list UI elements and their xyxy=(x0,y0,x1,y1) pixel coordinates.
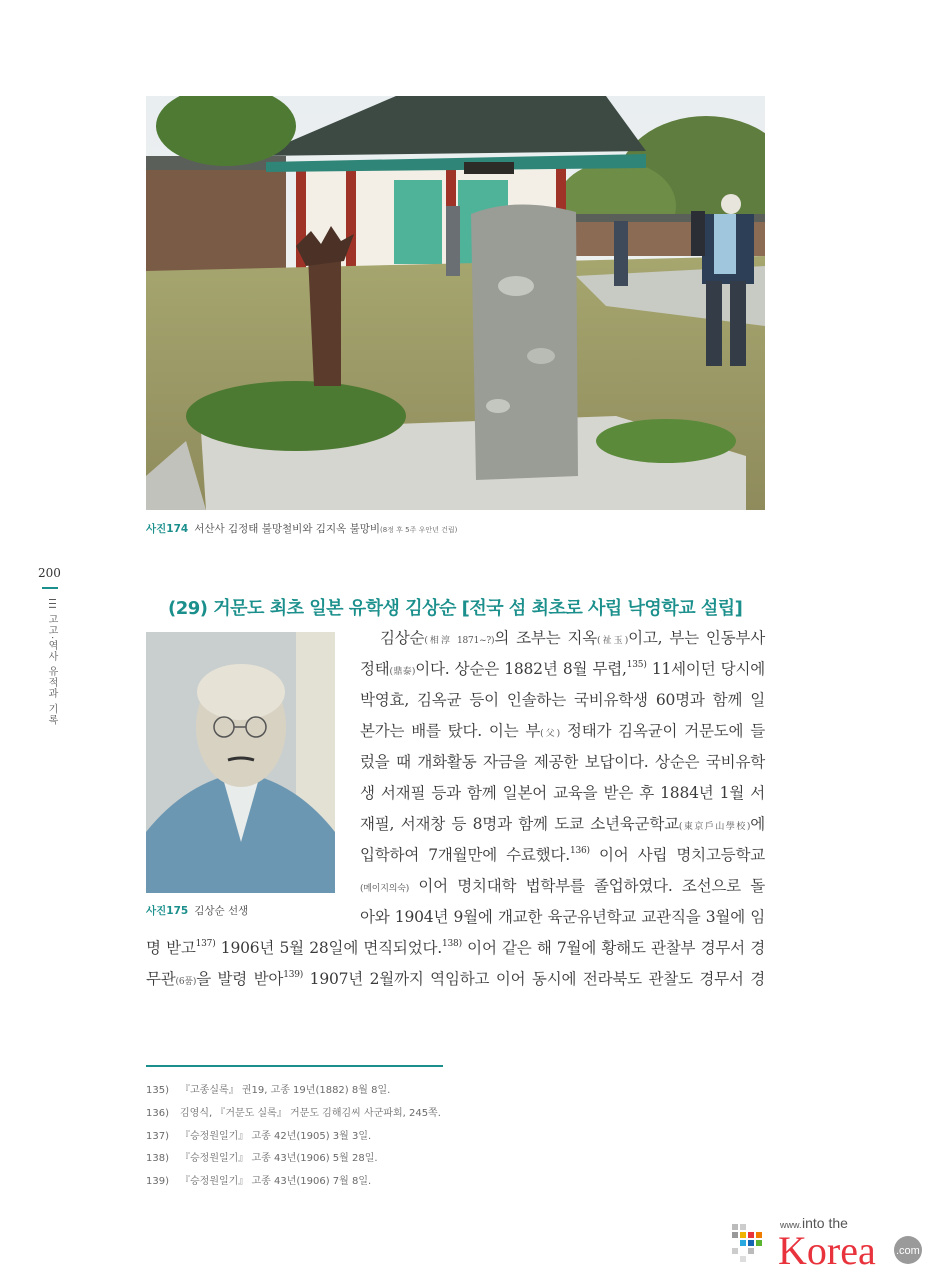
footnote-ref-137: 137) xyxy=(195,939,216,949)
body-line-1: 김상순(相淳 1871~?)의 조부는 지옥(祉玉)이고, 부는 인동부사 xyxy=(380,629,765,647)
photo-portrait-kim-sangsun xyxy=(146,632,335,893)
section-heading: (29) 거문도 최초 일본 유학생 김상순 [전국 섬 최초로 사립 낙영학교 설립] xyxy=(168,598,743,619)
footnote-137: 137) 『승정원일기』 고종 42년(1905) 3월 3일. xyxy=(146,1131,372,1142)
footnote-ref-135: 135) xyxy=(626,660,647,670)
body-line-5: 렀을 때 개화활동 자금을 제공한 보답이다. 상순은 국비유학 xyxy=(360,753,765,771)
memorial-photo-illustration xyxy=(146,96,765,510)
body-line-3: 박영효, 김옥균 등이 인솔하는 국비유학생 60명과 함께 일 xyxy=(360,691,765,709)
svg-text:Korea: Korea xyxy=(778,1228,876,1273)
footnote-139: 139) 『승정원일기』 고종 43년(1906) 7월 8일. xyxy=(146,1176,372,1187)
body-line-10: 아와 1904년 9월에 개교한 육군유년학교 교관직을 3월에 임 xyxy=(360,908,765,926)
into-the-korea-logo xyxy=(728,1212,924,1274)
footnote-135: 135) 『고종실록』 권19, 고종 19년(1882) 8월 8일. xyxy=(146,1085,391,1096)
logo-pixel-icon xyxy=(732,1224,762,1262)
footnote-ref-139: 139) xyxy=(283,970,304,980)
footnote-136: 136) 김영식, 『거문도 실록』 거문도 김해김씨 사군파회, 245쪽. xyxy=(146,1108,441,1119)
photo-memorial-stones xyxy=(146,96,765,510)
footnote-ref-136: 136) xyxy=(569,846,590,856)
footnote-rule xyxy=(146,1065,443,1067)
photo175-caption xyxy=(146,903,248,918)
footnote-ref-138: 138) xyxy=(441,939,462,949)
body-line-12: 무관(6품)을 발령 받아$^{139)}$ 1907년 2월까지 역임하고 이어 동시에 전라북도 관찰도 경무서 경 xyxy=(146,970,766,988)
body-line-11: 명 받고$^{137)}$ 1906년 5월 28일에 면직되었다.$^{138)}$ 이어 같은 해 7월에 황해도 관찰부 경무서 경 xyxy=(146,939,765,957)
svg-text:.com: .com xyxy=(896,1245,920,1257)
body-line-9: (메이지의숙) 이어 명치대학 법학부를 졸업하였다. 조선으로 돌 xyxy=(360,877,765,895)
photo174-text: 서산사 김정태 불망철비와 김지옥 불망비 xyxy=(194,523,380,535)
photo174-note: (8정 후 5주 우안년 건립) xyxy=(380,526,458,534)
body-line-2: 정태(鼎泰)이다. 상순은 1882년 8월 무렵,$^{135)}$ 11세이던 당시에 xyxy=(360,660,765,678)
body-line-4: 본가는 배를 탔다. 이는 부(父) 정태가 김옥균이 거문도에 들 xyxy=(360,722,765,740)
photo175-label: 사진175 xyxy=(146,905,189,917)
svg-text:into the: into the xyxy=(802,1215,848,1231)
photo175-text: 김상순 선생 xyxy=(194,905,249,917)
body-line-6: 생 서재필 등과 함께 일본어 교육을 받은 후 1884년 1월 서 xyxy=(360,784,765,802)
body-line-7: 재필, 서재창 등 8명과 함께 도쿄 소년육군학교(東京戶山學校)에 xyxy=(360,815,765,833)
photo174-label: 사진174 xyxy=(146,523,189,535)
portrait-illustration xyxy=(146,632,335,893)
logo-graphic xyxy=(728,1212,924,1274)
side-chapter-title: III 고고·역사 유적과 기록 xyxy=(46,598,57,726)
page-number: 200 xyxy=(38,566,61,580)
side-rule xyxy=(42,587,58,589)
svg-text:www.: www. xyxy=(780,1220,802,1230)
body-line-8: 입학하여 7개월만에 수료했다.$^{136)}$ 이어 사립 명치고등학교 xyxy=(360,846,765,864)
footnote-138: 138) 『승정원일기』 고종 43년(1906) 5월 28일. xyxy=(146,1153,378,1164)
photo174-caption xyxy=(146,521,457,536)
